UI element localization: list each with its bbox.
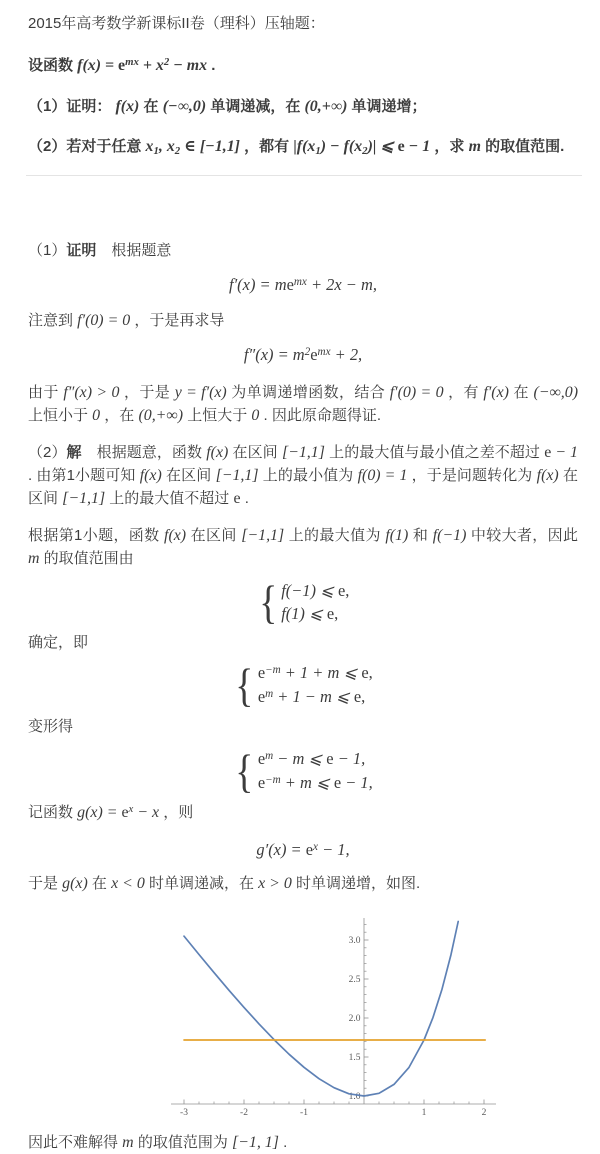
system1-row1: f(−1) ⩽ e, [281, 581, 350, 600]
problem-setup: 设函数 $f(x) = e^{mx} + x^2$ − mx . [28, 56, 216, 74]
left-brace-icon: { [258, 577, 277, 629]
display-formula-g-prime: $g'(x) = e^x - 1$, [256, 840, 350, 859]
solution-p3: 由于 f″(x) > 0 ，于是 y = f′(x) 为单调递增函数，结合 f′(0) = 0 ，有 f′(x) 在 (−∞,0) 上恒小于 0 ，在 (0,+∞) 上恒大于 0 . 因此原命题得证. [28, 384, 578, 424]
system2-row1: $e^{-m} + 1 + m$ ⩽ e, [257, 663, 373, 682]
display-formula-f-prime: $f'(x) = me^{mx} + 2x - m$, [229, 275, 377, 294]
function-plot-svg [158, 913, 503, 1128]
left-brace-icon: { [235, 746, 254, 798]
problem-title: 2015年高考数学新课标II卷（理科）压轴题： [28, 15, 325, 32]
solution-step1-heading: （1）证明 根据题意 [28, 242, 172, 259]
y-tick-label: 1.5 [348, 1053, 361, 1064]
x-tick-label: 1 [421, 1108, 427, 1118]
solution-p8: 记函数 $g(x) = e^x - x$ ，则 [28, 803, 194, 821]
system3-row1: $e^m - m$ ⩽ e − 1, [257, 749, 366, 768]
system2-row2: $e^m + 1 - m$ ⩽ e, [257, 687, 366, 706]
curve-g-of-x [184, 922, 458, 1097]
solution-step2-paragraph: （2）解 根据题意，函数 f(x) 在区间 [−1,1] 上的最大值与最小值之差不超过 e − 1 . 由第1小题可知 f(x) 在区间 [−1,1] 上的最小值为 f(0) = 1 ，于是问题转化为 f(x) 在区间 [−1,1] 上的最大值不超过 e . [28, 444, 578, 507]
solution-p7: 变形得 [28, 718, 74, 735]
x-tick-label: -3 [180, 1108, 188, 1118]
function-plot [158, 913, 503, 1128]
solution-p2: 注意到 f′(0) = 0 ，于是再求导 [28, 312, 225, 329]
equation-system-2 [28, 662, 578, 710]
divider [26, 175, 582, 176]
x-tick-label: -2 [240, 1108, 248, 1118]
x-tick-label: 2 [481, 1108, 487, 1118]
y-tick-label: 1.0 [348, 1092, 361, 1103]
y-tick-label: 2.0 [348, 1014, 361, 1025]
solution-p9: 于是 g(x) 在 x < 0 时单调递减，在 x > 0 时单调递增，如图. [28, 875, 421, 892]
equation-system-3 [28, 748, 578, 796]
y-tick-label: 2.5 [348, 975, 361, 986]
system3-row2: $e^{-m} + m$ ⩽ e − 1, [257, 773, 373, 792]
y-tick-label: 3.0 [348, 936, 361, 947]
equation-system-1 [28, 577, 578, 629]
problem-part1: （1）证明： f(x) 在 (−∞,0) 单调递减，在 (0,+∞) 单调递增； [28, 98, 427, 115]
system1-row2: f(1) ⩽ e, [281, 604, 339, 623]
solution-p6: 确定，即 [28, 634, 89, 651]
problem-part2: （2）若对于任意 $x_1$, $x_2$ ∈ [−1,1] ，都有 $|f(x_1) - f(x_2)|$ ⩽ e − 1 ，求 m 的取值范围. [28, 138, 565, 158]
solution-p5: 根据第1小题，函数 f(x) 在区间 [−1,1] 上的最大值为 f(1) 和 f(−1) 中较大者，因此 m 的取值范围由 [28, 527, 579, 567]
solution-conclusion: 因此不难解得 m 的取值范围为 [−1, 1] . [28, 1134, 288, 1151]
left-brace-icon: { [235, 660, 254, 712]
x-tick-label: -1 [300, 1108, 308, 1118]
display-formula-f-double-prime: $f''(x) = m^2e^{mx} + 2$, [243, 345, 363, 364]
